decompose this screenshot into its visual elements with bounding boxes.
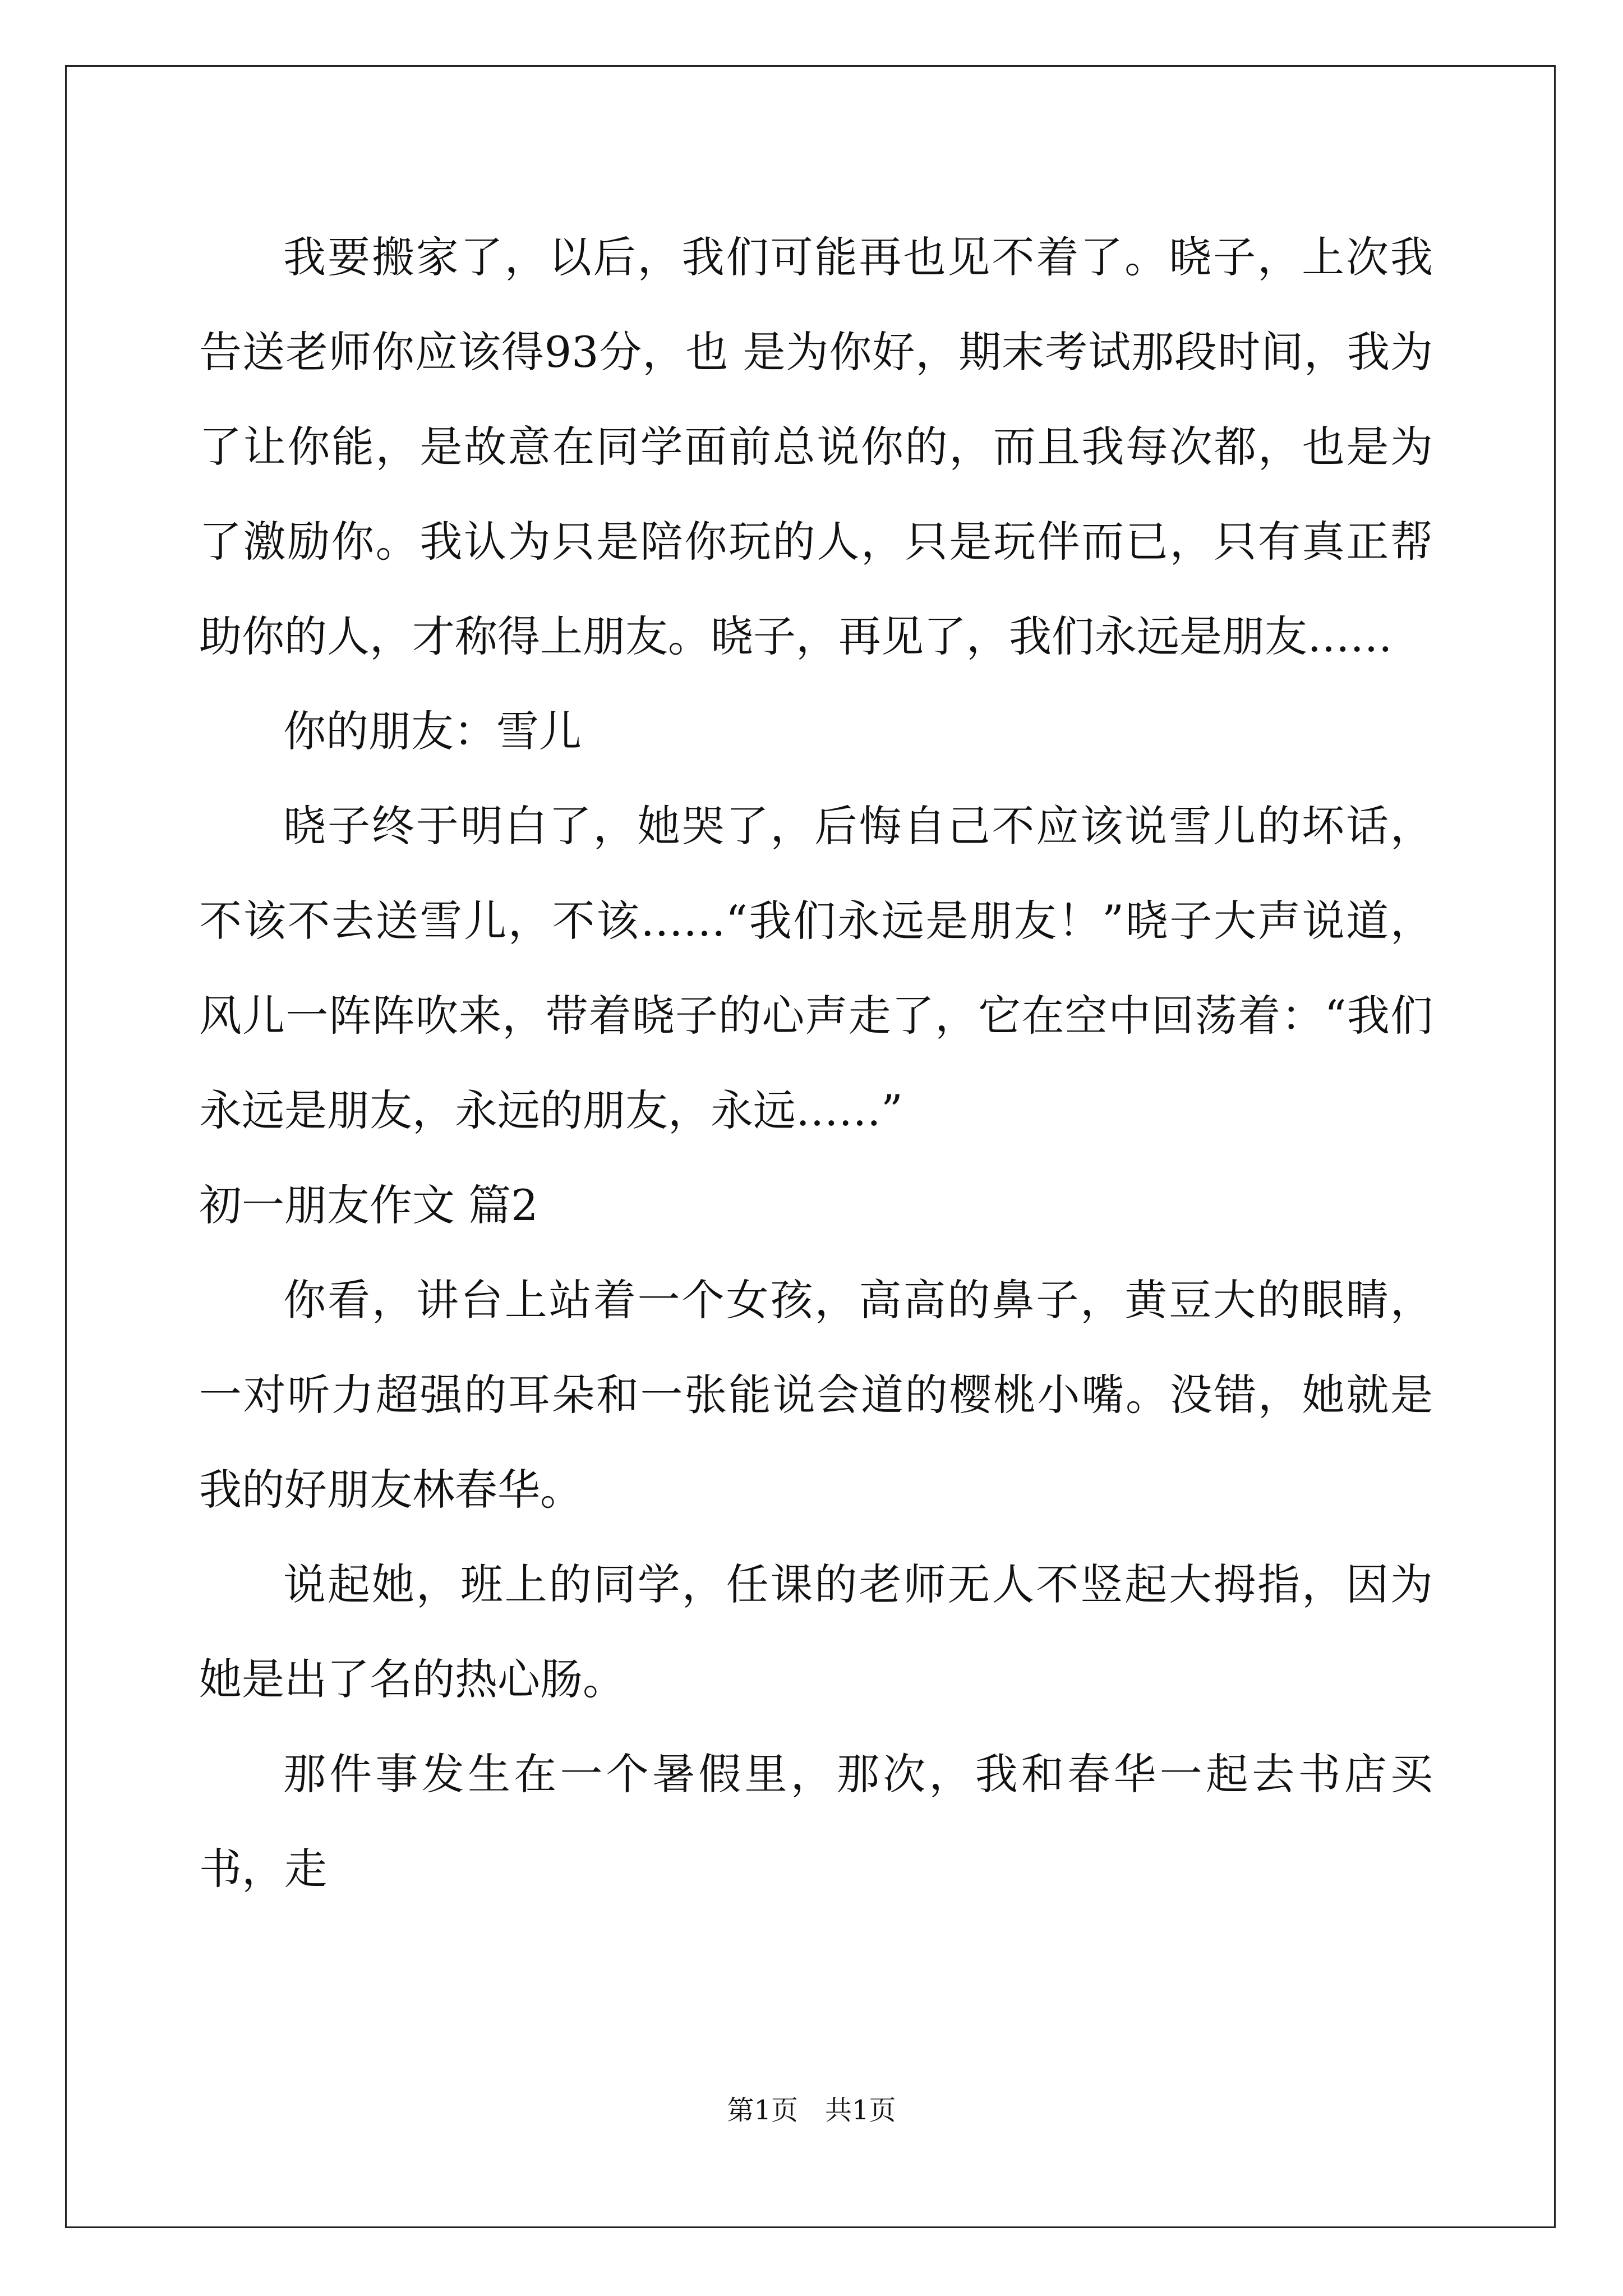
document-body xyxy=(199,210,1433,1916)
section-heading: 初一朋友作文 篇2 xyxy=(199,1180,538,1230)
paragraph-signature: 你的朋友：雪儿 xyxy=(283,706,582,756)
paragraph-6: 说起她，班上的同学，任课的老师无人不竖起大拇指，因为她是出了名的热心肠。 xyxy=(199,1559,1433,1704)
paragraph-3: 晓子终于明白了，她哭了，后悔自己不应该说雪儿的坏话，不该不去送雪儿，不该……“我们永远是朋友！”晓子大声说道，风儿一阵阵吹来，带着晓子的心声走了，它在空中回荡着：“我们永远是朋友，永远的朋友，永远……” xyxy=(199,801,1433,1135)
paragraph-1: 我要搬家了，以后，我们可能再也见不着了。晓子，上次我告送老师你应该得93分，也 是为你好，期末考试那段时间，我为了让你能，是故意在同学面前总说你的，而且我每次都，也是为了激励你。我认为只是陪你玩的人，只是玩伴而已，只有真正帮助你的人，才称得上朋友。晓子，再见了，我们永远是朋友…… xyxy=(199,232,1433,661)
paragraph-5: 你看，讲台上站着一个女孩，高高的鼻子，黄豆大的眼睛，一对听力超强的耳朵和一张能说会道的樱桃小嘴。没错，她就是我的好朋友林春华。 xyxy=(199,1275,1433,1515)
paragraph-7: 那件事发生在一个暑假里，那次，我和春华一起去书店买书，走 xyxy=(199,1749,1433,1894)
page-footer: 第1页 共1页 xyxy=(727,2095,896,2126)
